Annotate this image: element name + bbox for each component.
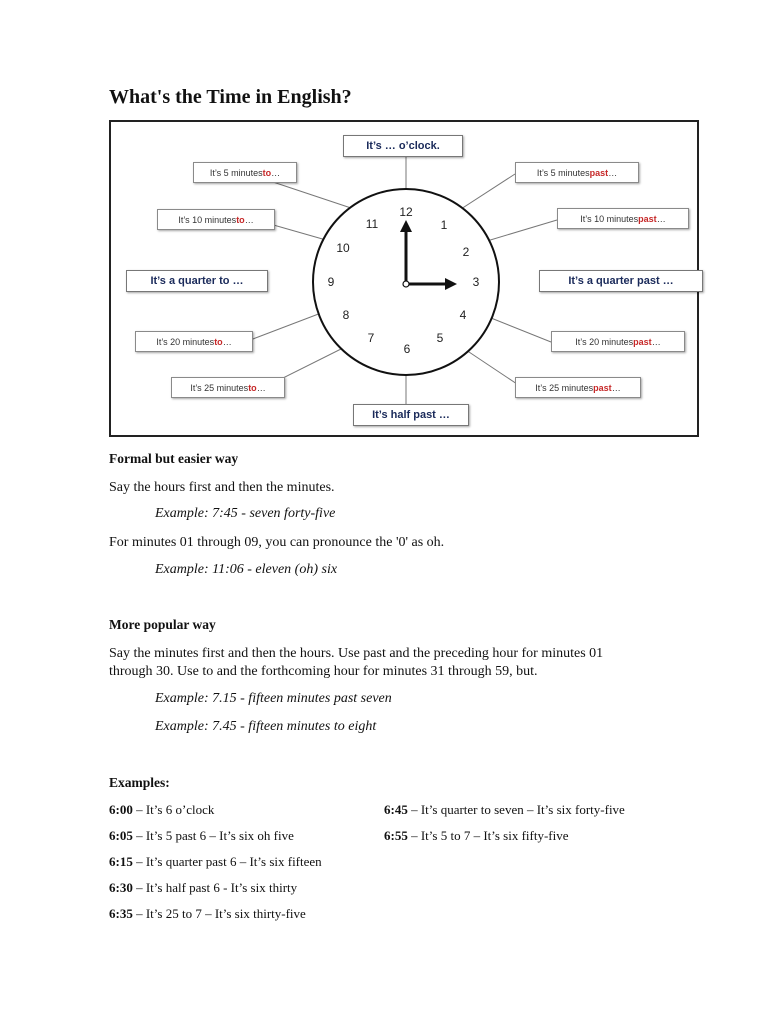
example-row: 6:15 – It’s quarter past 6 – It’s six fifteen xyxy=(109,854,322,869)
clock-number-10: 10 xyxy=(336,241,350,255)
clock-number-12: 12 xyxy=(399,205,413,219)
clock-number-5: 5 xyxy=(436,331,444,345)
label-twenty-to: It’s 20 minutes to … xyxy=(135,331,253,352)
clock-diagram xyxy=(109,120,699,437)
label-twentyfive-to: It’s 25 minutes to … xyxy=(171,377,285,398)
clock-center xyxy=(403,281,409,287)
label-twentyfive-past: It’s 25 minutes past … xyxy=(515,377,641,398)
clock-number-11: 11 xyxy=(365,217,379,231)
clock-number-7: 7 xyxy=(367,331,375,345)
label-quarter-past: It’s a quarter past … xyxy=(539,270,703,292)
label-twenty-past: It’s 20 minutes past … xyxy=(551,331,685,352)
examples-heading: Examples: xyxy=(109,775,170,790)
clock-number-1: 1 xyxy=(440,218,448,232)
popular-example-2: Example: 7.45 - fifteen minutes to eight xyxy=(155,719,377,734)
formal-example-2: Example: 11:06 - eleven (oh) six xyxy=(155,562,338,577)
clock-number-4: 4 xyxy=(459,308,467,322)
formal-line-1: Say the hours first and then the minutes. xyxy=(109,480,335,495)
clock-number-8: 8 xyxy=(342,308,350,322)
popular-line-1: Say the minutes first and then the hours. Use past and the preceding hour for minutes 01 xyxy=(109,646,604,661)
formal-heading: Formal but easier way xyxy=(109,451,239,466)
clock-number-2: 2 xyxy=(462,245,470,259)
clock-number-9: 9 xyxy=(327,275,335,289)
label-ten-to: It’s 10 minutes to … xyxy=(157,209,275,230)
label-five-to: It’s 5 minutes to … xyxy=(193,162,297,183)
example-row: 6:55 – It’s 5 to 7 – It’s six fifty-five xyxy=(384,828,569,843)
label-ten-past: It’s 10 minutes past … xyxy=(557,208,689,229)
example-row: 6:45 – It’s quarter to seven – It’s six forty-five xyxy=(384,802,625,817)
example-row: 6:30 – It’s half past 6 - It’s six thirty xyxy=(109,880,298,895)
page-title: What's the Time in English? xyxy=(109,86,352,108)
popular-heading: More popular way xyxy=(109,617,216,632)
clock-number-3: 3 xyxy=(472,275,480,289)
label-half-past: It’s half past … xyxy=(353,404,469,426)
example-row: 6:05 – It’s 5 past 6 – It’s six oh five xyxy=(109,828,294,843)
example-row: 6:35 – It’s 25 to 7 – It’s six thirty-five xyxy=(109,906,306,921)
clock-number-6: 6 xyxy=(403,342,411,356)
label-quarter-to: It’s a quarter to … xyxy=(126,270,268,292)
popular-line-2: through 30. Use to and the forthcoming hour for minutes 31 through 59, but. xyxy=(109,664,538,679)
popular-example-1: Example: 7.15 - fifteen minutes past seven xyxy=(155,691,392,706)
example-row: 6:00 – It’s 6 o’clock xyxy=(109,802,215,817)
label-oclock: It’s … o’clock. xyxy=(343,135,463,157)
formal-example-1: Example: 7:45 - seven forty-five xyxy=(155,506,336,521)
formal-line-2: For minutes 01 through 09, you can pronounce the '0' as oh. xyxy=(109,535,445,550)
label-five-past: It’s 5 minutes past … xyxy=(515,162,639,183)
